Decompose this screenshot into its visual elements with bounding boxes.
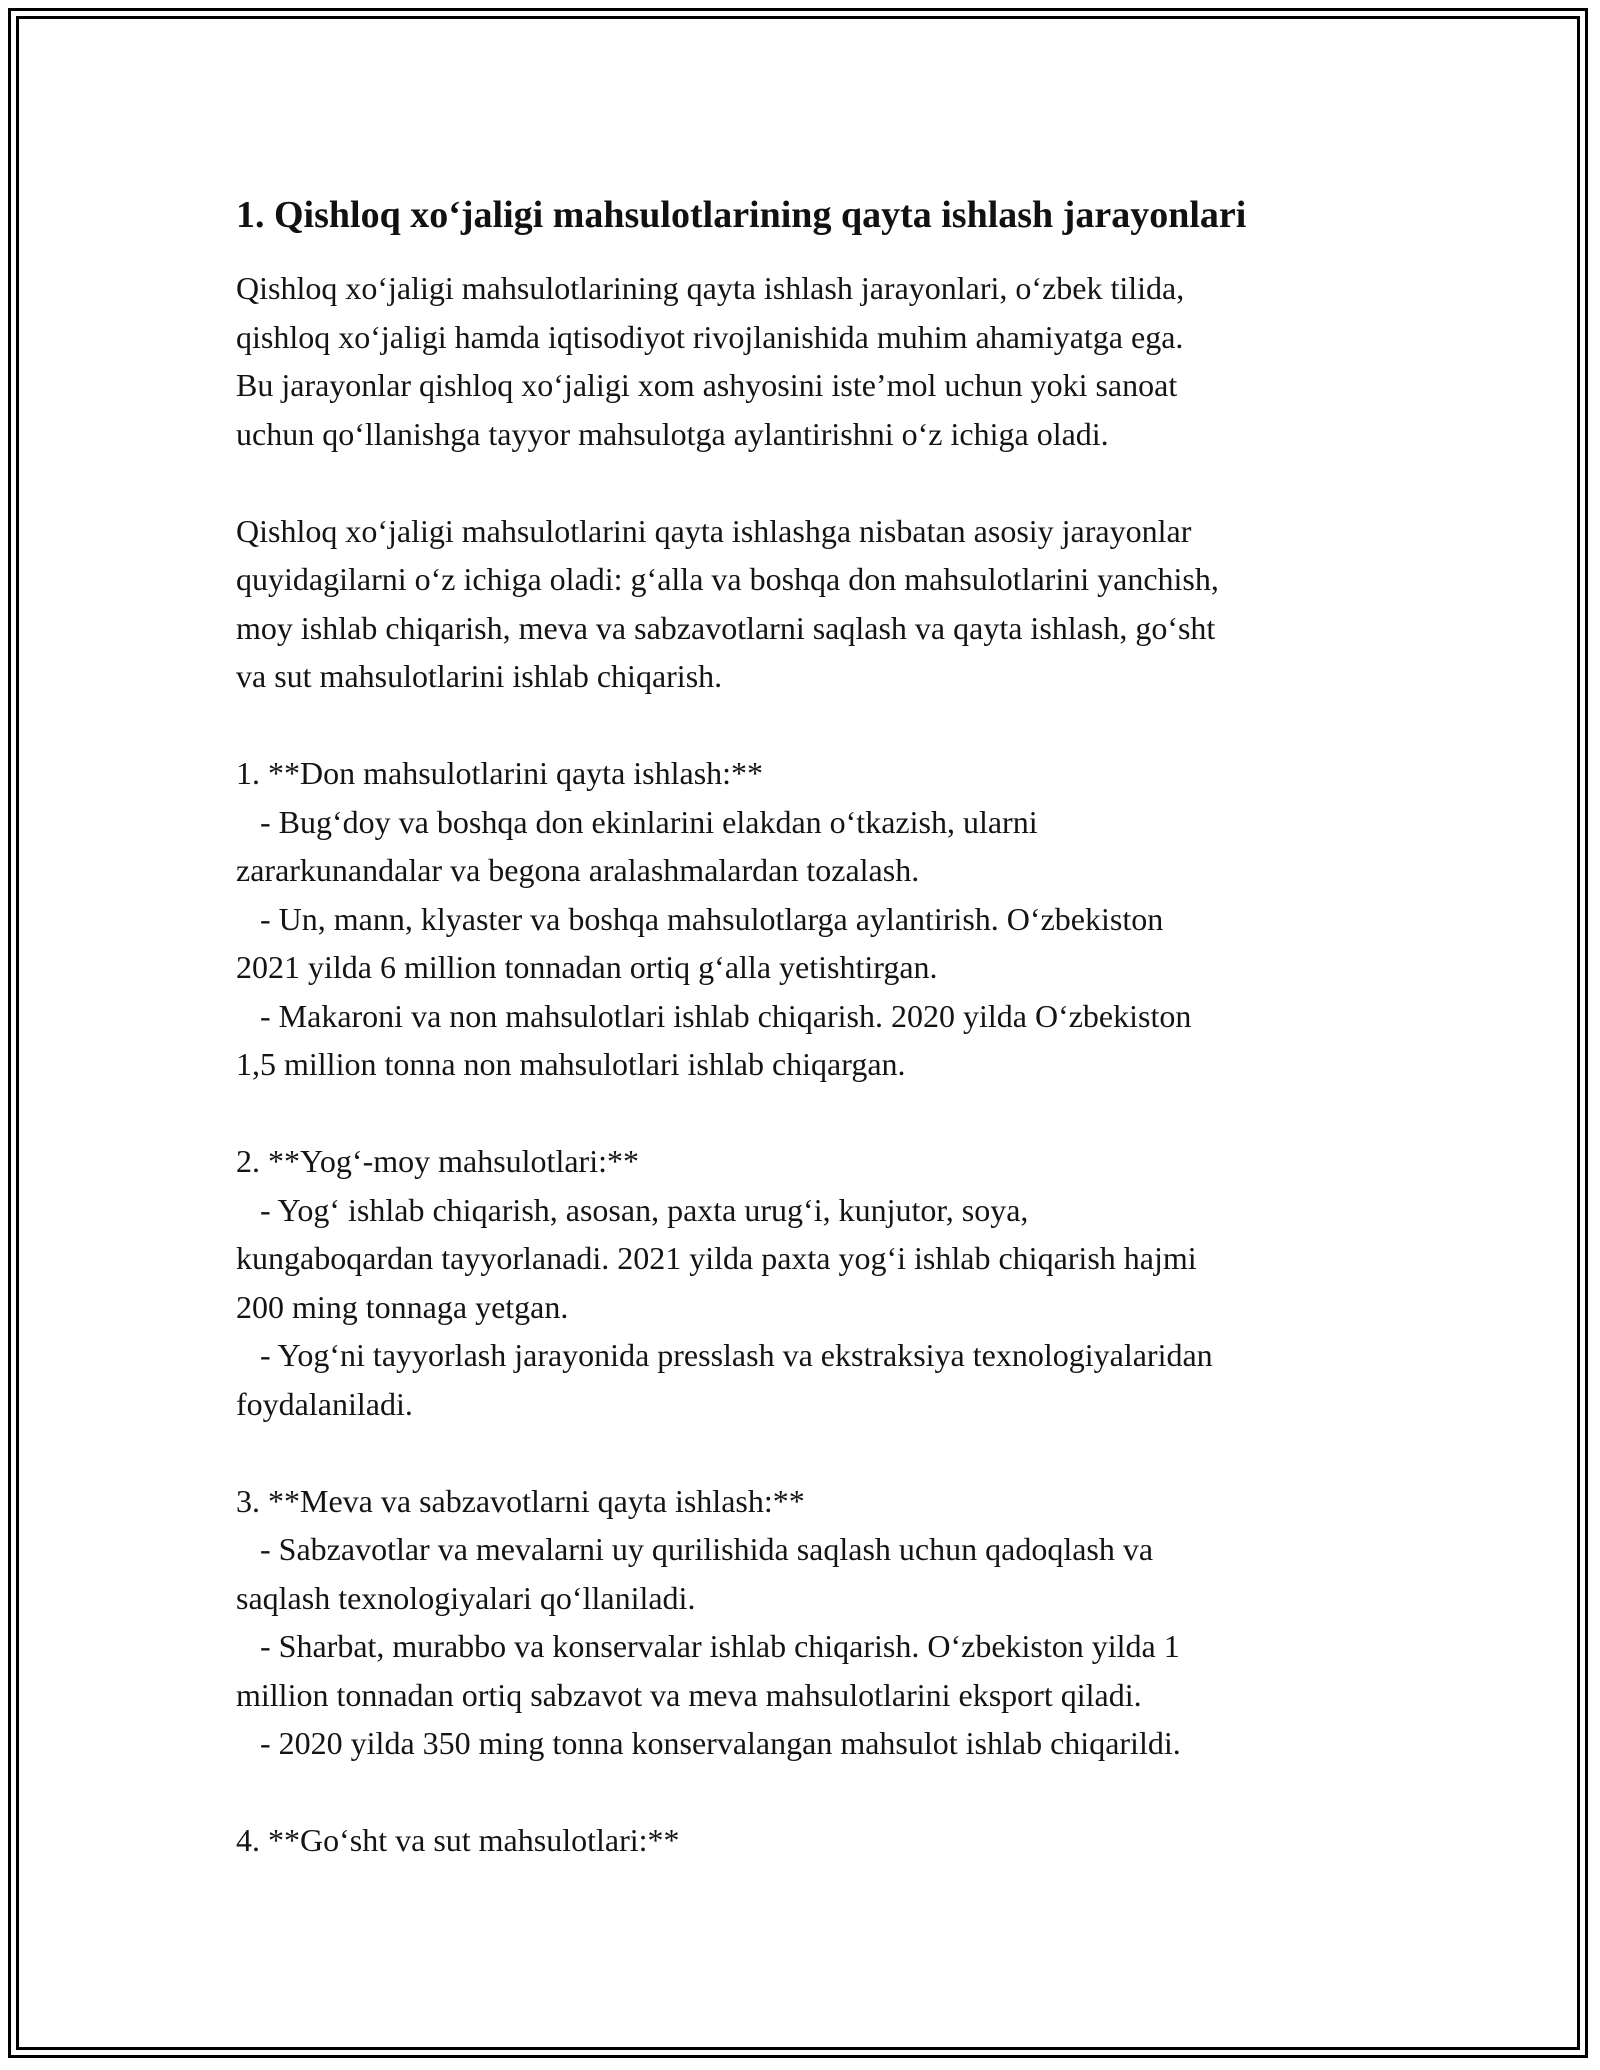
section-fruit-vegetable-processing: 3. **Meva va sabzavotlarni qayta ishlash:** - Sabzavotlar va mevalarni uy qurilishida saqlash uchun qadoqlash va saqlash texnologiyalari qo‘llaniladi. - Sharbat, murabbo va konservalar ishlab chiqarish. O‘zbekiston yilda 1 million tonnadan ortiq sabzavot va meva mahsulotlarini eksport qiladi. - 2020 yilda 350 ming tonna konservalangan mahsulot ishlab chiqarildi. xyxy=(236,1482,1181,1761)
intro-paragraph: Qishloq xo‘jaligi mahsulotlarining qayta ishlash jarayonlari, o‘zbek tilida, qishloq xo‘jaligi hamda iqtisodiyot rivojlanishida muhim ahamiyatga ega. Bu jarayonlar qishloq xo‘jaligi xom ashyosini iste’mol uchun yoki sanoat uchun qo‘llanishga tayyor mahsulotga aylantirishni o‘z ichiga oladi. xyxy=(236,270,1185,452)
section-oil-products: 2. **Yog‘-moy mahsulotlari:** - Yog‘ ishlab chiqarish, asosan, paxta urug‘i, kunjutor, soya, kungaboqardan tayyorlanadi. 2021 yilda paxta yog‘i ishlab chiqarish hajmi 200 ming tonnaga yetgan. - Yog‘ni tayyorlash jarayonida presslash va ekstraksiya texnologiyalaridan foydalaniladi. xyxy=(236,1143,1213,1422)
paragraph-gap xyxy=(236,1428,1366,1477)
main-processes-paragraph: Qishloq xo‘jaligi mahsulotlarini qayta ishlashga nisbatan asosiy jarayonlar quyidagilarni o‘z ichiga oladi: g‘alla va boshqa don mahsulotlarini yanchish, moy ishlab chiqarish, meva va sabzavotlarni saqlash va qayta ishlash, go‘sht va sut mahsulotlarini ishlab chiqarish. xyxy=(236,512,1219,694)
section-meat-dairy-heading: 4. **Go‘sht va sut mahsulotlari:** xyxy=(236,1822,680,1858)
section-grain-processing: 1. **Don mahsulotlarini qayta ishlash:** - Bug‘doy va boshqa don ekinlarini elakdan o‘tkazish, ularni zararkunandalar va begona aralashmalardan tozalash. - Un, mann, klyaster va boshqa mahsulotlarga aylantirish. O‘zbekiston 2021 yilda 6 million tonnadan ortiq g‘alla yetishtirgan. - Makaroni va non mahsulotlari ishlab chiqarish. 2020 yilda O‘zbekiston 1,5 million tonna non mahsulotlari ishlab chiqargan. xyxy=(236,755,1192,1082)
document-title: 1. Qishloq xo‘jaligi mahsulotlarining qayta ishlash jarayonlari xyxy=(236,194,1247,236)
paragraph-gap xyxy=(236,1089,1366,1138)
document-body xyxy=(236,190,1366,1865)
paragraph-gap xyxy=(236,701,1366,750)
paragraph-gap xyxy=(236,458,1366,507)
paragraph-gap xyxy=(236,1768,1366,1817)
